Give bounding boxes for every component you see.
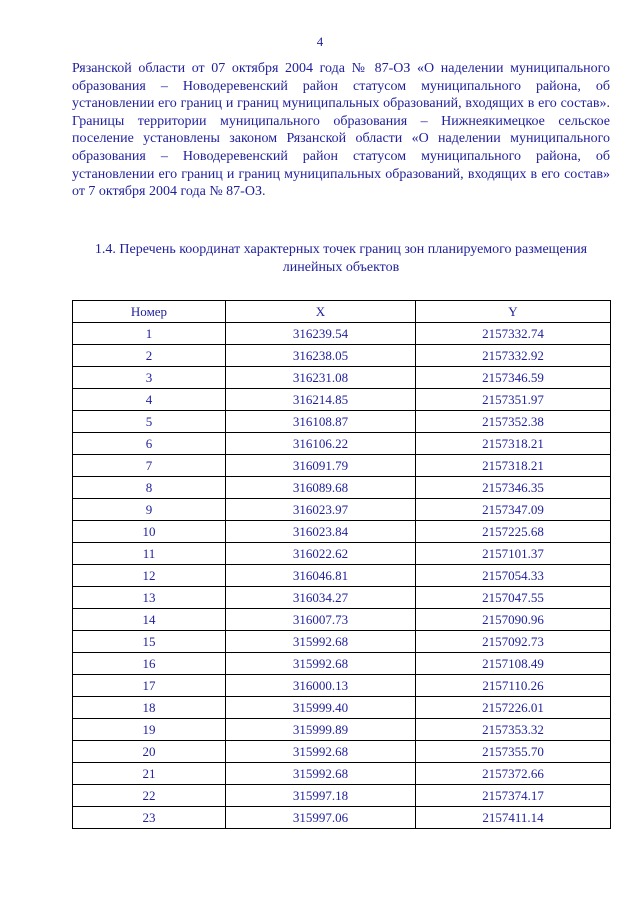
table-cell: 17 — [73, 675, 226, 697]
table-cell: 316231.08 — [226, 367, 416, 389]
table-cell: 11 — [73, 543, 226, 565]
table-cell: 6 — [73, 433, 226, 455]
table-cell: 23 — [73, 807, 226, 829]
table-cell: 4 — [73, 389, 226, 411]
table-cell: 315999.40 — [226, 697, 416, 719]
table-row — [73, 697, 611, 719]
table-cell: 2157332.74 — [416, 323, 611, 345]
table-cell: 2157374.17 — [416, 785, 611, 807]
table-row — [73, 367, 611, 389]
table-cell: 2157318.21 — [416, 455, 611, 477]
table-cell: 9 — [73, 499, 226, 521]
table-cell: 2157092.73 — [416, 631, 611, 653]
table-cell: 316007.73 — [226, 609, 416, 631]
table-cell: 2157225.68 — [416, 521, 611, 543]
table-cell: 315999.89 — [226, 719, 416, 741]
table-cell: 316034.27 — [226, 587, 416, 609]
table-row — [73, 631, 611, 653]
page-number: 4 — [316, 34, 324, 49]
table-cell: 315992.68 — [226, 741, 416, 763]
table-row — [73, 565, 611, 587]
table-cell: 316108.87 — [226, 411, 416, 433]
table-cell: 2157318.21 — [416, 433, 611, 455]
table-row — [73, 433, 611, 455]
table-cell: 316089.68 — [226, 477, 416, 499]
table-cell: 2157332.92 — [416, 345, 611, 367]
table-cell: 16 — [73, 653, 226, 675]
table-cell: 14 — [73, 609, 226, 631]
table-cell: 1 — [73, 323, 226, 345]
table-row — [73, 455, 611, 477]
table-cell: 2157110.26 — [416, 675, 611, 697]
table-cell: 2157352.38 — [416, 411, 611, 433]
table-row — [73, 323, 611, 345]
table-cell: 315992.68 — [226, 631, 416, 653]
table-cell: 316022.62 — [226, 543, 416, 565]
table-cell: 2157346.59 — [416, 367, 611, 389]
table-row — [73, 345, 611, 367]
table-cell: 2157226.01 — [416, 697, 611, 719]
table-cell: 5 — [73, 411, 226, 433]
table-row — [73, 763, 611, 785]
table-cell: 2157347.09 — [416, 499, 611, 521]
table-row — [73, 499, 611, 521]
table-cell: 18 — [73, 697, 226, 719]
table-cell: 315992.68 — [226, 763, 416, 785]
table-cell: 2157411.14 — [416, 807, 611, 829]
table-cell: 12 — [73, 565, 226, 587]
table-row — [73, 719, 611, 741]
table-cell: 2157355.70 — [416, 741, 611, 763]
table-cell: 22 — [73, 785, 226, 807]
table-cell: 316239.54 — [226, 323, 416, 345]
coordinates-table — [72, 300, 611, 829]
table-cell: 2157054.33 — [416, 565, 611, 587]
table-row — [73, 521, 611, 543]
table-cell: 316106.22 — [226, 433, 416, 455]
table-header-cell: Номер — [73, 301, 226, 323]
table-cell: 2157353.32 — [416, 719, 611, 741]
table-cell: 19 — [73, 719, 226, 741]
table-cell: 8 — [73, 477, 226, 499]
table-cell: 15 — [73, 631, 226, 653]
table-cell: 2157047.55 — [416, 587, 611, 609]
table-cell: 2157351.97 — [416, 389, 611, 411]
table-row — [73, 389, 611, 411]
coordinates-table-body — [73, 323, 611, 829]
table-cell: 315997.18 — [226, 785, 416, 807]
table-cell: 13 — [73, 587, 226, 609]
table-cell: 316000.13 — [226, 675, 416, 697]
table-cell: 21 — [73, 763, 226, 785]
table-cell: 316091.79 — [226, 455, 416, 477]
table-cell: 2157372.66 — [416, 763, 611, 785]
table-cell: 2 — [73, 345, 226, 367]
table-cell: 2157101.37 — [416, 543, 611, 565]
table-row — [73, 653, 611, 675]
table-cell: 10 — [73, 521, 226, 543]
table-row — [73, 543, 611, 565]
table-cell: 7 — [73, 455, 226, 477]
section-heading: 1.4. Перечень координат характерных точек границ зон планируемого размещения линейных объектов — [94, 242, 588, 275]
table-cell: 20 — [73, 741, 226, 763]
table-row — [73, 477, 611, 499]
table-header-row — [73, 301, 611, 323]
table-cell: 2157108.49 — [416, 653, 611, 675]
table-cell: 316046.81 — [226, 565, 416, 587]
table-row — [73, 411, 611, 433]
table-cell: 316238.05 — [226, 345, 416, 367]
table-cell: 2157346.35 — [416, 477, 611, 499]
table-header-cell: Y — [416, 301, 611, 323]
table-cell: 316023.97 — [226, 499, 416, 521]
table-row — [73, 587, 611, 609]
table-row — [73, 741, 611, 763]
table-cell: 3 — [73, 367, 226, 389]
table-header-cell: X — [226, 301, 416, 323]
table-cell: 316023.84 — [226, 521, 416, 543]
table-cell: 316214.85 — [226, 389, 416, 411]
table-cell: 315992.68 — [226, 653, 416, 675]
table-row — [73, 675, 611, 697]
table-row — [73, 785, 611, 807]
table-row — [73, 609, 611, 631]
table-row — [73, 807, 611, 829]
table-cell: 2157090.96 — [416, 609, 611, 631]
body-paragraph: Рязанской области от 07 октября 2004 года № 87-ОЗ «О наделении муниципального образования – Новодеревенский район статусом муниципального района, об установлении его границ и границ муниципальных образований, входящих в его состав». Границы территории муниципального образования – Нижнеякимецкое сельское поселение установлены законом Рязанской области «О наделении муниципального образования – Новодеревенский район статусом муниципального района, об установлении его границ и границ муниципальных образований, входящих в его состав» от 7 октября 2004 года № 87-ОЗ. — [72, 61, 610, 200]
table-cell: 315997.06 — [226, 807, 416, 829]
